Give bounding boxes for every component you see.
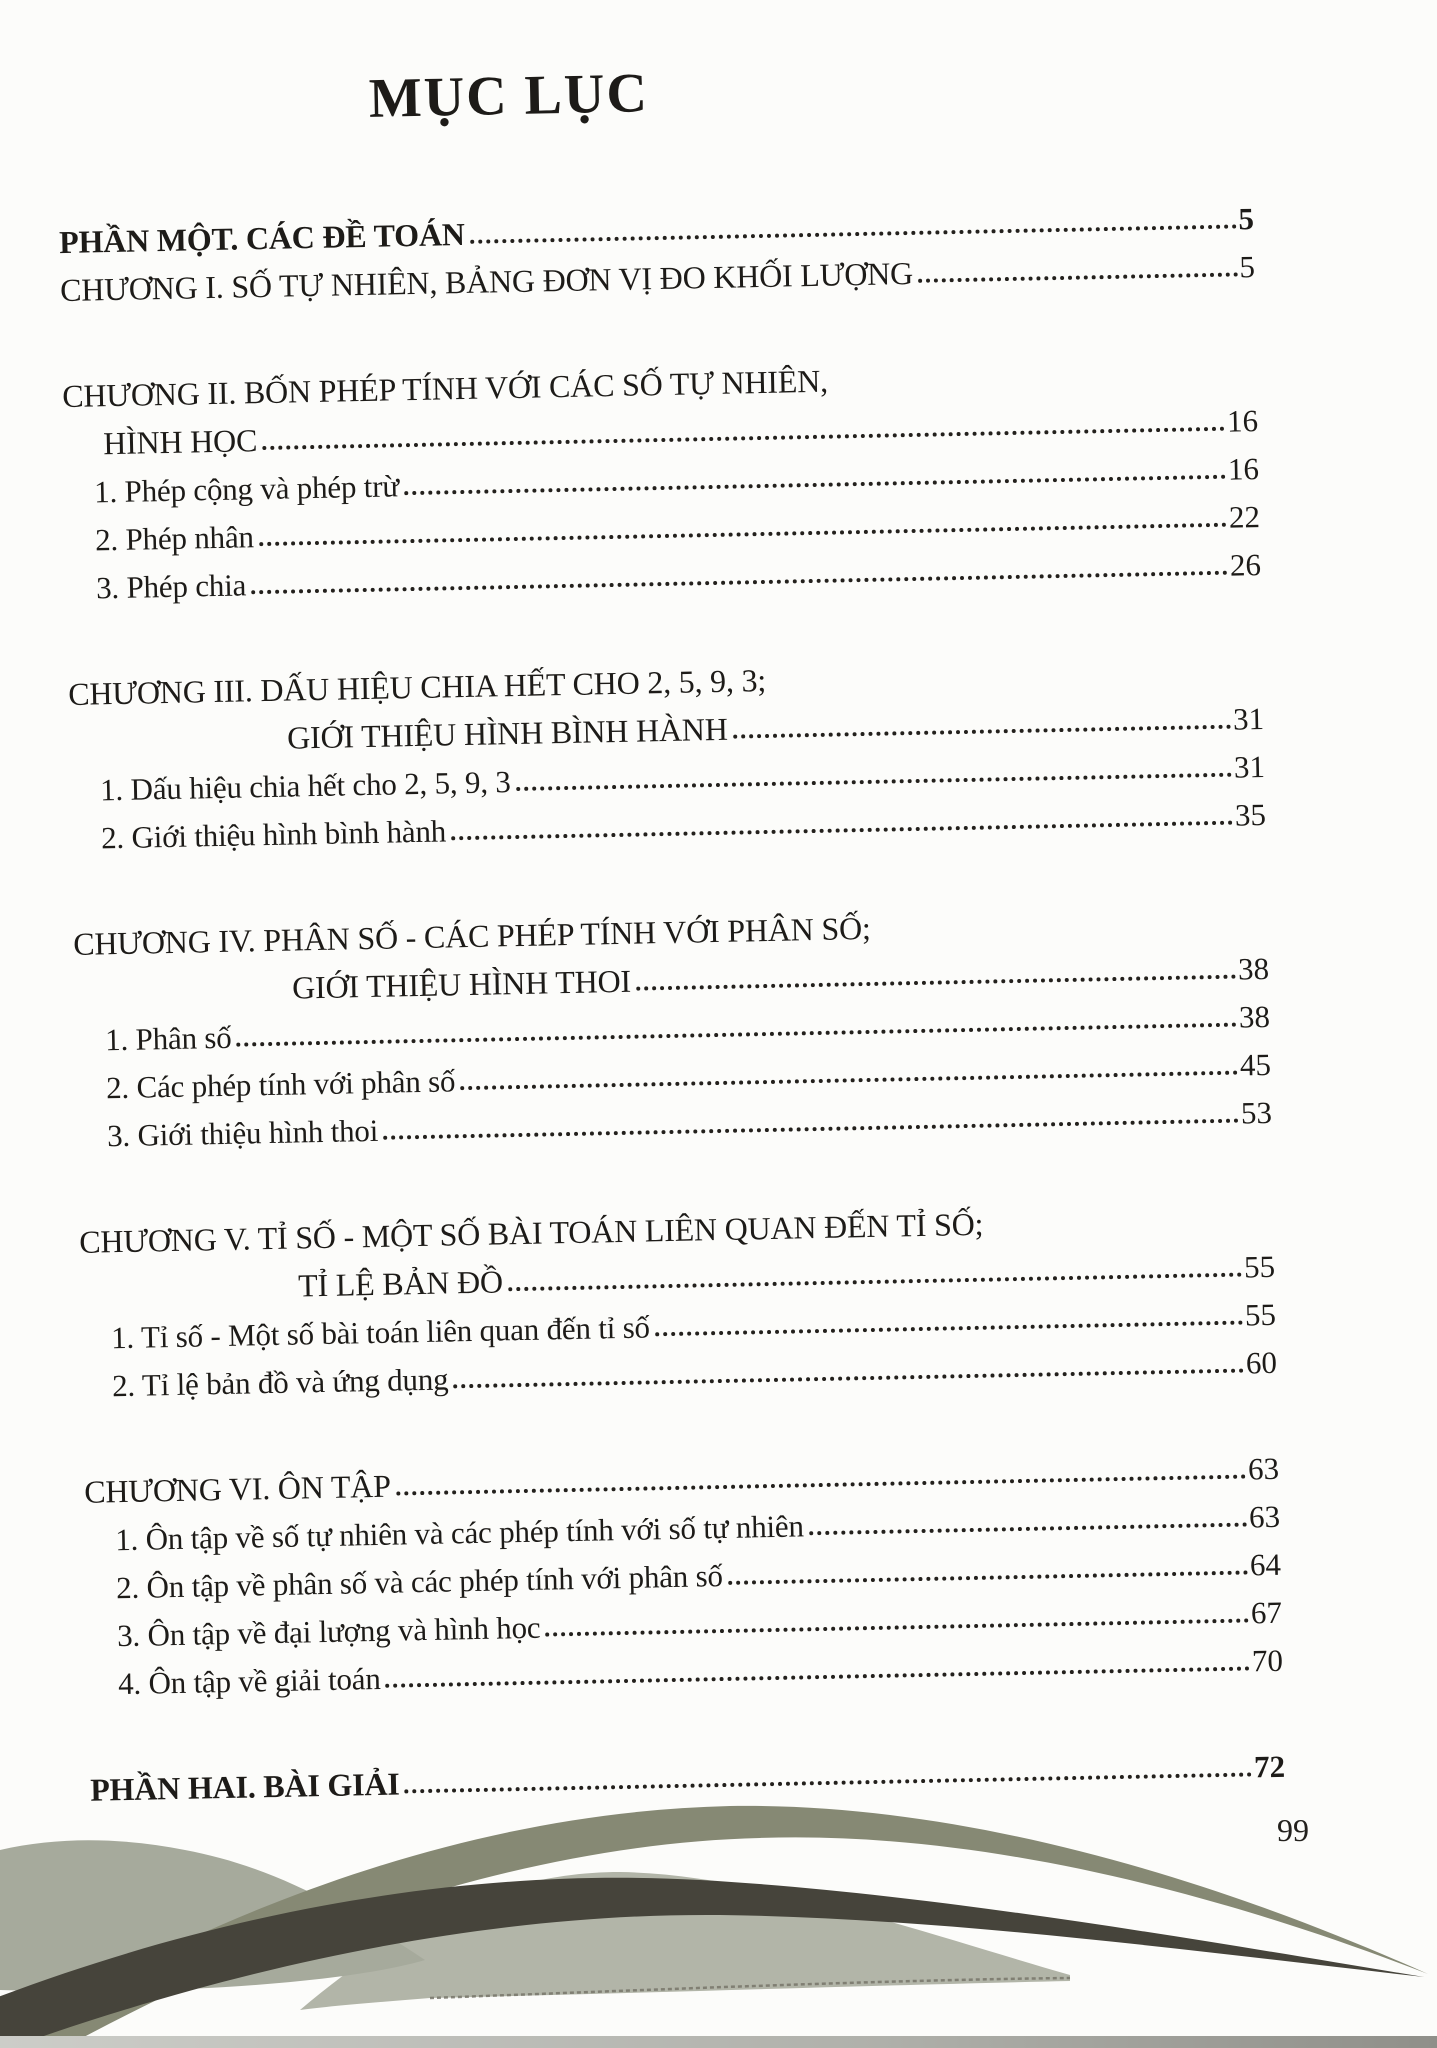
dot-leader (251, 571, 1228, 595)
dot-leader (655, 1321, 1243, 1337)
toc-entry-page: 16 (1226, 403, 1259, 439)
dot-leader (728, 1570, 1248, 1584)
toc-entry-page: 45 (1239, 1046, 1272, 1083)
toc-entry-page: 31 (1232, 700, 1265, 737)
toc-entry-page: 16 (1227, 451, 1260, 487)
toc-entry-label: GIỚI THIỆU HÌNH BÌNH HÀNH (286, 710, 729, 756)
toc-entry-page: 26 (1229, 547, 1262, 583)
toc-entry-page: 55 (1244, 1296, 1277, 1333)
dot-leader (383, 1119, 1239, 1140)
toc-entry-label: 1. Tỉ số - Một số bài toán liên quan đến tỉ số (110, 1309, 651, 1356)
decorative-swoosh (0, 1788, 1437, 2048)
toc-entry-page: 60 (1245, 1344, 1278, 1381)
toc-entry-label: 1. Ôn tập về số tự nhiên và các phép tính với số tự nhiên (114, 1508, 805, 1558)
toc-entry-label: 2. Phép nhân (94, 519, 255, 558)
toc-entry-label: 2. Tỉ lệ bản đồ và ứng dụng (111, 1361, 449, 1404)
toc-entry-page: 5 (1238, 201, 1255, 237)
toc-entry-page: 55 (1243, 1248, 1276, 1285)
dot-leader (809, 1522, 1247, 1535)
toc-entry-label: CHƯƠNG I. SỐ TỰ NHIÊN, BẢNG ĐƠN VỊ ĐO KHỐI LƯỢNG (59, 254, 914, 309)
toc-entry-label: HÌNH HỌC (102, 422, 258, 462)
toc-entry-label: CHƯƠNG VI. ÔN TẬP (83, 1467, 392, 1510)
toc-entry-label: 2. Các phép tính với phân số (105, 1063, 456, 1106)
toc-entry-page: 31 (1233, 748, 1266, 785)
dot-leader (918, 272, 1238, 282)
page-title: MỤC LỤC (368, 62, 650, 130)
toc-entry-label: 4. Ôn tập về giải toán (117, 1660, 381, 1702)
toc-entry-page: 72 (1253, 1748, 1286, 1785)
toc-entry-label: TỈ LỆ BẢN ĐỒ (297, 1263, 504, 1304)
toc-entry-label: 3. Ôn tập về đại lượng và hình học (116, 1609, 541, 1654)
toc-entry-label: 1. Phân số (104, 1019, 232, 1058)
toc-entry-label: 2. Giới thiệu hình bình hành (100, 813, 447, 856)
toc-entry-page: 63 (1248, 1498, 1281, 1535)
toc-entry-page: 64 (1249, 1546, 1282, 1583)
toc-entry-page: 35 (1234, 796, 1267, 833)
toc-entry-label: 3. Phép chia (95, 567, 247, 606)
toc-entry-page: 22 (1228, 499, 1261, 535)
toc-entry-label: CHƯƠNG III. DẤU HIỆU CHIA HẾT CHO 2, 5, 9, 3; (67, 661, 767, 712)
toc-entry-label: GIỚI THIỆU HÌNH THOI (291, 962, 632, 1006)
toc-entry-label: CHƯƠNG V. TỈ SỐ - MỘT SỐ BÀI TOÁN LIÊN QUAN ĐẾN TỈ SỐ; (78, 1205, 984, 1260)
toc-entry-label: CHƯƠNG II. BỐN PHÉP TÍNH VỚI CÁC SỐ TỰ NHIÊN, (61, 362, 829, 415)
toc-entry-label: 3. Giới thiệu hình thoi (106, 1112, 379, 1154)
toc-entry-page: 63 (1247, 1450, 1280, 1487)
dot-leader (451, 821, 1233, 841)
toc-entry-label: 1. Dấu hiệu chia hết cho 2, 5, 9, 3 (99, 764, 511, 808)
toc-entry-label: CHƯƠNG IV. PHÂN SỐ - CÁC PHÉP TÍNH VỚI PHÂN SỐ; (72, 909, 871, 962)
toc-entry-page: 38 (1238, 998, 1271, 1035)
dot-leader (386, 1666, 1250, 1687)
page-bottom-edge (0, 2036, 1437, 2048)
dot-leader (636, 975, 1236, 991)
dot-leader (453, 1369, 1244, 1389)
toc-entry-page: 38 (1237, 950, 1270, 987)
toc-entry-label: 2. Ôn tập về phân số và các phép tính với phân số (115, 1558, 724, 1606)
toc-entry-page: 5 (1239, 249, 1256, 285)
toc-entry-page: 70 (1251, 1642, 1284, 1679)
page-number: 99 (1277, 1812, 1309, 1848)
toc-entry-label: PHẦN MỘT. CÁC ĐỀ TOÁN (58, 215, 466, 261)
toc-entry-page: 67 (1250, 1594, 1283, 1631)
toc-entry-page: 53 (1240, 1094, 1273, 1131)
dot-leader (733, 725, 1231, 739)
toc-entry-label: 1. Phép cộng và phép trừ (93, 468, 400, 510)
toc-entry-label: PHẦN HAI. BÀI GIẢI (89, 1765, 400, 1808)
